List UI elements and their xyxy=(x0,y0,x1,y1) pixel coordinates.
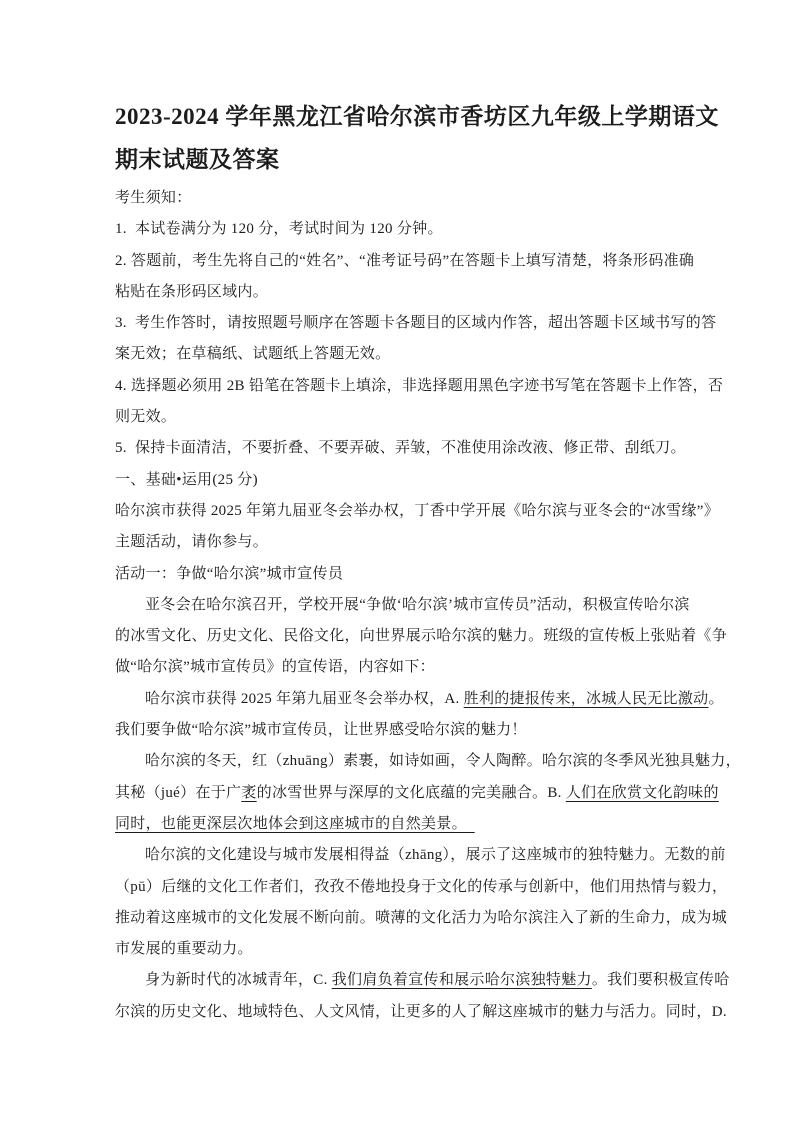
document-content xyxy=(115,95,741,1028)
text-segment: 1. 本试卷满分为 120 分，考试时间为 120 分钟。 xyxy=(115,221,443,238)
text-segment: 4. 选择题必须用 2B 铅笔在答题卡上填涂，非选择题用黑色字迹书写笔在答题卡上作答，否 xyxy=(115,377,724,394)
text-line xyxy=(115,371,724,402)
text-line xyxy=(115,872,728,903)
document-body xyxy=(115,183,741,1028)
title-line-2: 期末试题及答案 xyxy=(115,147,280,172)
text-line xyxy=(115,715,685,746)
text-segment: 哈尔滨市获得 2025 年第九届亚冬会举办权，丁香中学开展《哈尔滨与亚冬会的“冰雪缘”》 xyxy=(115,502,720,519)
text-segment: 活动一：争做“哈尔滨”城市宣传员 xyxy=(115,565,344,582)
text-line xyxy=(115,621,728,652)
text-segment: 做“哈尔滨”城市宣传员》的宣传语，内容如下： xyxy=(115,659,435,676)
title-line-1: 2023-2024 学年黑龙江省哈尔滨市香坊区九年级上学期语文 xyxy=(115,104,719,129)
text-segment: 哈尔滨市获得 2025 年第九届亚冬会举办权，A. xyxy=(145,690,464,707)
text-line xyxy=(115,465,685,496)
text-line xyxy=(115,778,719,809)
text-line xyxy=(115,746,741,777)
text-segment: 5. 保持卡面清洁，不要折叠、不要弄破、弄皱，不准使用涂改液、修正带、刮纸刀。 xyxy=(115,440,686,457)
text-line xyxy=(115,590,690,621)
text-line xyxy=(115,997,727,1028)
text-segment: 3. 考生作答时，请按照题号顺序在答题卡各题目的区域内作答，超出答题卡区域书写的答 xyxy=(115,315,717,332)
text-segment: （pū）后继的文化工作者们，孜孜不倦地投身于文化的传承与创新中，他们用热情与毅力， xyxy=(115,878,728,895)
text-line xyxy=(115,809,685,840)
text-line xyxy=(115,246,695,277)
text-segment: 其秘（jué）在于广 xyxy=(115,784,242,801)
text-segment: 粘贴在条形码区域内。 xyxy=(115,283,269,300)
text-segment: 2. 答题前，考生先将自己的“姓名”、“准考证号码”在答题卡上填写清楚，将条形码准确 xyxy=(115,252,695,269)
text-segment: 身为新时代的冰城青年，C. xyxy=(145,972,332,989)
text-segment: 推动着这座城市的文化发展不断向前。喷薄的文化活力为哈尔滨注入了新的生命力，成为城 xyxy=(115,909,728,926)
text-segment: 案无效；在草稿纸、试题纸上答题无效。 xyxy=(115,346,391,363)
text-line xyxy=(115,903,728,934)
text-segment: 主题活动，请你参与。 xyxy=(115,534,269,551)
text-line xyxy=(115,183,685,214)
text-line xyxy=(115,652,685,683)
text-line xyxy=(115,402,685,433)
text-line xyxy=(115,433,685,464)
text-line xyxy=(115,496,720,527)
text-line xyxy=(115,559,685,590)
text-line xyxy=(115,527,685,558)
text-segment: 尔滨的历史文化、地域特色、人文风情，让更多的人了解这座城市的魅力与活力。同时，D. xyxy=(115,1003,727,1020)
text-segment: 的冰雪文化、历史文化、民俗文化，向世界展示哈尔滨的魅力。班级的宣传板上张贴着《争 xyxy=(115,628,728,645)
document-title xyxy=(115,95,719,181)
text-segment: 则无效。 xyxy=(115,409,177,426)
text-line xyxy=(115,214,685,245)
text-line xyxy=(115,308,717,339)
text-segment: 考生须知： xyxy=(115,190,192,206)
text-line xyxy=(115,934,685,965)
text-segment: 亚冬会在哈尔滨召开，学校开展“争做‘哈尔滨’城市宣传员”活动，积极宣传哈尔滨 xyxy=(145,596,690,613)
underlined-text: 同时，也能更深层次地体会到这座城市的自然美景。 xyxy=(115,815,475,832)
text-segment: 。 xyxy=(708,690,724,707)
underlined-text: 人们在欣赏文化韵味的 xyxy=(565,784,719,801)
text-segment: 。我们要积极宣传哈 xyxy=(591,972,730,989)
underlined-text: 袤 xyxy=(241,784,257,801)
text-segment: 的冰雪世界与深厚的文化底蕴的完美融合。B. xyxy=(256,784,566,801)
text-segment: 哈尔滨的冬天，红（zhuāng）素裹，如诗如画，令人陶醉。哈尔滨的冬季风光独具魅力， xyxy=(145,753,741,770)
text-segment: 市发展的重要动力。 xyxy=(115,941,253,958)
text-line xyxy=(115,339,685,370)
text-segment: 我们要争做“哈尔滨”城市宣传员，让世界感受哈尔滨的魅力！ xyxy=(115,722,527,739)
underlined-text: 我们肩负着宣传和展示哈尔滨独特魅力 xyxy=(331,972,592,989)
text-line xyxy=(115,684,724,715)
text-line xyxy=(115,965,730,996)
text-line xyxy=(115,840,726,871)
text-line xyxy=(115,277,685,308)
underlined-text: 胜利的捷报传来，冰城人民无比激动 xyxy=(463,690,709,707)
text-segment: 一、基础•运用(25 分) xyxy=(115,471,258,488)
text-segment: 哈尔滨的文化建设与城市发展相得益（zhāng），展示了这座城市的独特魅力。无数的前 xyxy=(145,847,726,864)
